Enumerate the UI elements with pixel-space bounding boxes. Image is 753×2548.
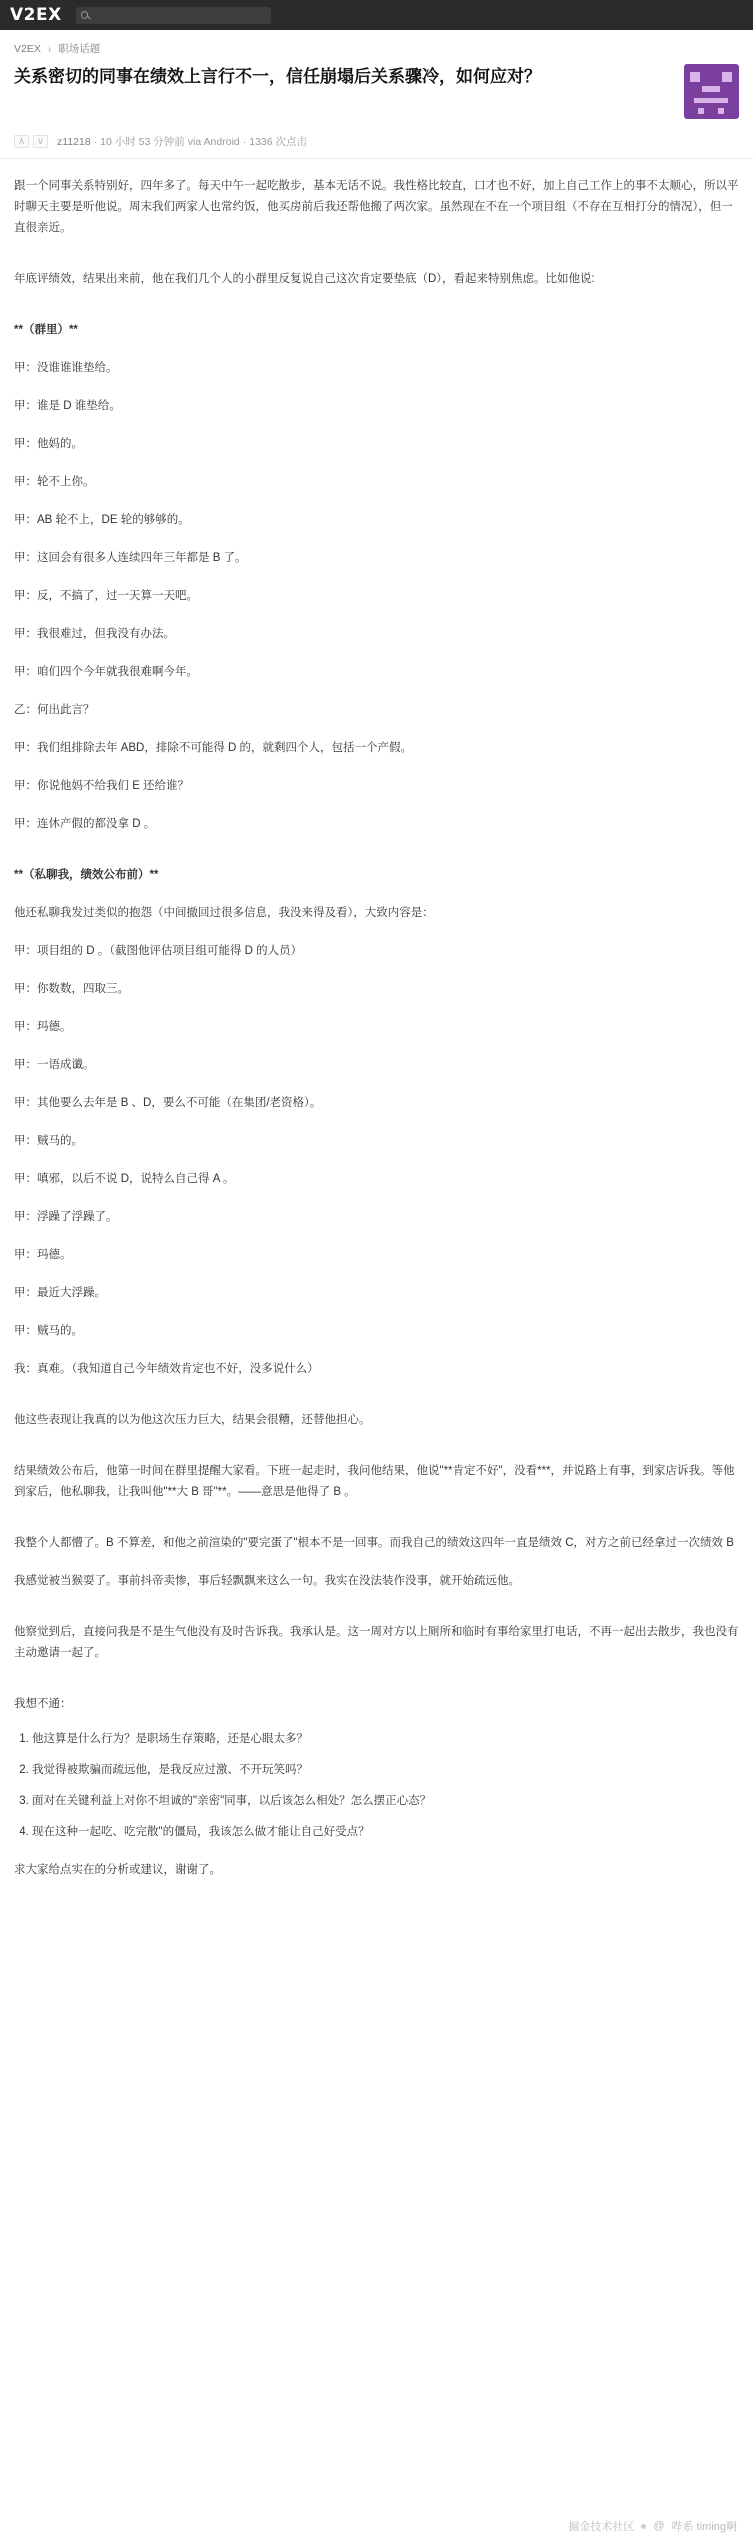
paragraph: 甲：项目组的 D 。（截图他评估项目组可能得 D 的人员） xyxy=(14,945,303,957)
breadcrumb-separator: › xyxy=(47,43,52,55)
paragraph: 结果绩效公布后，他第一时间在群里提醒大家看。下班一起走时，我问他结果，他说"**肯定不好"，没看***，并说路上有事，到家店诉我。等他到家后，他私聊我，让我叫他"**大 B 哥"**。——意思是他得了 B 。 xyxy=(14,1465,735,1498)
paragraph: 甲：一语成谶。 xyxy=(14,1059,95,1071)
breadcrumb xyxy=(0,30,753,62)
paragraph-group-label: **（私聊我，绩效公布前）** xyxy=(14,869,159,881)
post-meta xyxy=(0,126,753,149)
paragraph: 他这些表现让我真的以为他这次压力巨大，结果会很糟，还替他担心。 xyxy=(14,1414,371,1426)
search-box[interactable] xyxy=(76,7,271,24)
collapse-controls[interactable] xyxy=(14,135,48,148)
paragraph: 我：真难。（我知道自己今年绩效肯定也不好，没多说什么） xyxy=(14,1363,319,1375)
paragraph: 甲：你说他妈不给我们 E 还给谁？ xyxy=(14,780,190,792)
paragraph: 他还私聊我发过类似的抱怨（中间撤回过很多信息，我没来得及看），大致内容是： xyxy=(14,907,434,919)
post-time: 10 小时 53 分钟前 xyxy=(100,136,185,148)
paragraph: 甲：其他要么去年是 B 、D，要么不可能（在集团/老资格）。 xyxy=(14,1097,322,1109)
page-title: 关系密切的同事在绩效上言行不一，信任崩塌后关系骤冷，如何应对？ xyxy=(14,67,541,87)
paragraph-group-label: **（群里）** xyxy=(14,324,78,336)
paragraph: 甲：没谁谁谁垫给。 xyxy=(14,362,118,374)
paragraph: 甲：玛德。 xyxy=(14,1249,72,1261)
collapse-down-icon[interactable]: ∨ xyxy=(33,135,48,148)
top-navigation-bar xyxy=(0,0,753,30)
paragraph: 甲：咱们四个今年就我很难啊今年。 xyxy=(14,666,198,678)
paragraph: 甲：轮不上你。 xyxy=(14,476,95,488)
paragraph: 甲：你数数，四取三。 xyxy=(14,983,129,995)
watermark xyxy=(568,2518,737,2534)
list-item: 3. 面对在关键利益上对你不坦诚的"亲密"同事，以后该怎么相处？怎么摆正心态？ xyxy=(32,1791,739,1812)
paragraph: 甲：浮躁了浮躁了。 xyxy=(14,1211,118,1223)
paragraph: 年底评绩效，结果出来前，他在我们几个人的小群里反复说自己这次肯定要垫底（D），看起来特别焦虑。比如他说: xyxy=(14,273,595,285)
collapse-up-icon[interactable]: ∧ xyxy=(14,135,29,148)
watermark-dot-icon xyxy=(641,2524,646,2529)
paragraph: 甲：我们组排除去年 ABD，排除不可能得 D 的，就剩四个人，包括一个产假。 xyxy=(14,742,413,754)
post-body xyxy=(0,176,753,1881)
list-item: 4. 现在这种一起吃、吃完散"的僵局，我该怎么做才能让自己好受点？ xyxy=(32,1822,739,1843)
paragraph: 甲：这回会有很多人连续四年三年都是 B 了。 xyxy=(14,552,247,564)
paragraph: 他察觉到后，直接问我是不是生气他没有及时告诉我。我承认是。这一周对方以上厕所和临时有事给家里打电话，不再一起出去散步，我也没有主动邀请一起了。 xyxy=(14,1626,739,1659)
paragraph: 甲：嗔邪，以后不说 D，说特么自己得 A 。 xyxy=(14,1173,235,1185)
watermark-author: 哔系 timing啊 xyxy=(671,2521,737,2533)
paragraph: 甲：反，不搞了，过一天算一天吧。 xyxy=(14,590,198,602)
breadcrumb-node[interactable]: 职场话题 xyxy=(58,43,101,55)
paragraph: 我整个人都懵了。B 不算差，和他之前渲染的"要完蛋了"根本不是一回事。而我自己的绩效这四年一直是绩效 C，对方之前已经拿过一次绩效 B xyxy=(14,1537,734,1549)
paragraph: 甲：贼马的。 xyxy=(14,1325,83,1337)
search-icon xyxy=(81,11,89,19)
watermark-at: @ xyxy=(653,2520,665,2532)
question-list xyxy=(14,1729,739,1843)
paragraph: 跟一个同事关系特别好，四年多了。每天中午一起吃散步，基本无话不说。我性格比较直，口才也不好，加上自己工作上的事不太顺心，所以平时聊天主要是听他说。周末我们两家人也常约饭，他买房前后我还帮他搬了两次家。虽然现在不在一个项目组（不存在互相打分的情况），但一直很亲近。 xyxy=(14,180,739,234)
post-author[interactable]: z11218 xyxy=(57,135,91,148)
post-clicks: 1336 次点击 xyxy=(249,136,308,148)
site-logo[interactable]: V2EX xyxy=(10,5,62,25)
paragraph: 甲：最近大浮躁。 xyxy=(14,1287,106,1299)
post-header xyxy=(0,64,753,126)
paragraph: 我想不通： xyxy=(14,1698,72,1710)
search-input[interactable] xyxy=(93,9,265,22)
list-item: 1. 他这算是什么行为？是职场生存策略，还是心眼太多？ xyxy=(32,1729,739,1750)
paragraph: 甲：连休产假的都没拿 D 。 xyxy=(14,818,156,830)
header-divider xyxy=(0,158,753,159)
paragraph: 甲：AB 轮不上，DE 轮的够够的。 xyxy=(14,514,190,526)
paragraph: 甲：玛德。 xyxy=(14,1021,72,1033)
paragraph: 甲：贼马的。 xyxy=(14,1135,83,1147)
list-item: 2. 我觉得被欺骗而疏远他，是我反应过激、不开玩笑吗？ xyxy=(32,1760,739,1781)
paragraph: 甲：谁是 D 谁垫给。 xyxy=(14,400,121,412)
avatar[interactable] xyxy=(684,64,739,119)
post-via: via Android xyxy=(187,135,240,148)
paragraph: 甲：我很难过，但我没有办法。 xyxy=(14,628,175,640)
breadcrumb-site[interactable]: V2EX xyxy=(14,43,41,55)
paragraph: 我感觉被当猴耍了。事前抖帝卖惨，事后轻飘飘来这么一句。我实在没法装作没事，就开始疏远他。 xyxy=(14,1575,520,1587)
watermark-brand: 掘金技术社区 xyxy=(568,2521,635,2533)
meta-sep-2: · xyxy=(242,135,247,148)
closing-paragraph: 求大家给点实在的分析或建议，谢谢了。 xyxy=(14,1864,221,1876)
meta-sep-1: · xyxy=(93,135,98,148)
paragraph: 甲：他妈的。 xyxy=(14,438,83,450)
paragraph: 乙：何出此言？ xyxy=(14,704,95,716)
